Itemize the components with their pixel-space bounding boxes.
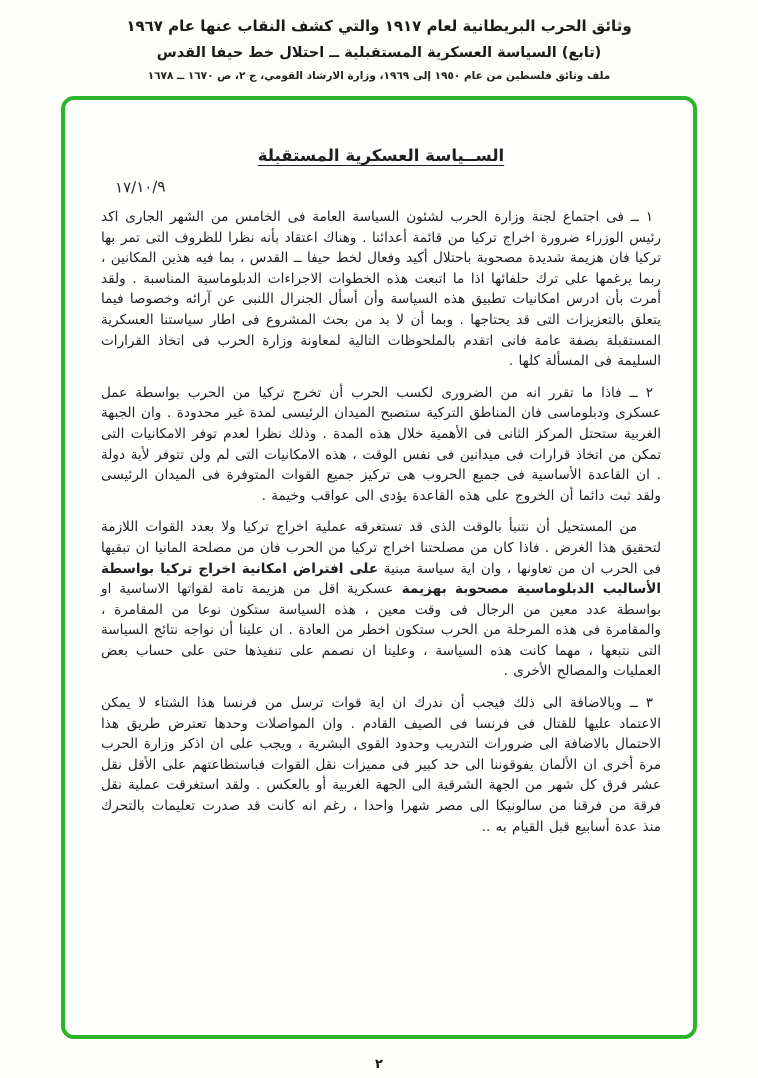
paragraph-3-segment-after: عسكرية اقل من هزيمة تامة لقواتها الاساسية او بواسطة عدد معين من الرجال فى وقت معين ، هذه السياسة ستكون نوعا من المقامرة ، والمقامرة فى هذه المرحلة من الحرب ستكون اخطر من العادة . ان علينا أن نواجه نتائج السياسة التى نتبعها ، مهما كانت هذه السياسة ، وعلينا ان نصمم على تنفيذها حتى على حساب بعض العمليات والمصالح الأخرى . bbox=[101, 581, 661, 680]
paragraph-1: ١ ــ فى اجتماع لجنة وزارة الحرب لشئون السياسة العامة فى الخامس من الشهر الجارى اكد رئيس الوزراء ضرورة اخراج تركيا من قائمة أعدائنا . وهناك اعتقاد بأنه نظرا للظروف التى تمر بها تركيا فان هزيمة شديدة مصحوبة باحتلال أكيد وفعال لخط حيفا ــ القدس ، بما فيه هذين المكانين ، ربما يرغمها على ترك حلفائها اذا ما اتبعت هذه الخطوات الاجراءات الدبلوماسية المناسبة . ولقد أمرت بأن ادرس امكانيات تطبيق هذه السياسة وأن أسأل الجنرال اللنبى عن آرائه وخصوصا فيما يتعلق بالتعزيزات التى قد يحتاجها . وبما أن لا بد من بحث المشروع فى اطار سياستنا العسكرية المستقبلة بصفة عامة فانى اتقدم بالملحوظات التالية لمعاونة وزارة الحرب فى اتخاذ القرارات السليمة فى المسألة كلها . bbox=[101, 209, 661, 370]
paragraph-2: ٢ ــ فاذا ما تقرر انه من الضرورى لكسب الحرب أن تخرج تركيا من الحرب بواسطة عمل عسكرى ودبلوماسى فان المناطق التركية ستصبح الميدان الرئيسى لمدة غير محدودة . وان الجبهة الغربية ستحتل المركز الثانى فى الأهمية خلال هذه المدة . وذلك نظرا لعدم توفر الامكانيات التى تمكن من اتخاذ قرارات فى ميدانين فى نفس الوقت ، هذه الامكانيات التى لم ولن تتوفر لأية دولة . ان القاعدة الأساسية فى جميع الحروب هى تركيز جميع القوات المتوفرة فى الميدان الرئيسى ولقد ثبت دائما أن الخروج على هذه القاعدة يؤدى الى عواقب وخيمة . bbox=[101, 384, 661, 504]
document-body bbox=[101, 146, 661, 837]
document-date: ١٧/١٠/٩ bbox=[114, 177, 166, 197]
header-source-citation-line: ملف وثائق فلسطين من عام ١٩٥٠ إلى ١٩٦٩، وزارة الارشاد القومي، ج ٢، ص ١٦٧٠ ــ ١٦٧٨ bbox=[147, 70, 611, 82]
header-subtitle-line: (تابع) السياسة العسكرية المستقبلية ــ احتلال خط حيفا القدس bbox=[156, 45, 602, 61]
paragraph-3-segment-bold: على افتراض امكانية اخراج تركيا بواسطة الأساليب الدبلوماسية مصحوبة بهزيمة bbox=[101, 560, 661, 598]
document-title: الســياسة العسكرية المستقبلة bbox=[257, 146, 505, 165]
paragraph-4: ٣ ــ وبالاضافة الى ذلك فيجب أن ندرك ان اية قوات ترسل من فرنسا هذا الشتاء لا يمكن الاعتماد عليها للقتال فى فرنسا فى الصيف القادم . وان المواصلات وحدها تعترض طريق هذا الاحتمال بالاضافة الى ضرورات التدريب وحدود القوى البشرية ، ويجب على ان اذكر وزارة الحرب مرة أخرى ان الألمان يفوقوننا الى حد كبير فى مميزات نقل القوات فباستطاعتهم على الأقل نقل عشر فرق كل شهر من الجهة الشرقية الى الجهة الغربية أو بالعكس . ولقد استغرقت عملية نقل فرقة من فرقنا من سالونيكا الى مصر شهرا واحدا ، رغم انه كانت قد صدرت تعليمات بالتحرك منذ عدة أسابيع قبل القيام به .. bbox=[101, 695, 661, 835]
scanned-document-frame bbox=[61, 96, 697, 1039]
document-header bbox=[0, 0, 758, 83]
paragraph-3-segment-before: من المستحيل أن نتنبأ بالوقت الذى قد تستغرقه عملية اخراج تركيا ولا بعدد القوات اللازمة لتحقيق هذا الغرض . فاذا كان من مصلحتنا اخراج تركيا من الحرب فان من مصلحة المانيا ان تبقيها فى الحرب ان من تعاونها ، وان اية سياسة مبنية bbox=[101, 519, 662, 577]
page-number: ٢ bbox=[375, 1057, 383, 1072]
header-title-line: وثائق الحرب البريطانية لعام ١٩١٧ والتي كشف النقاب عنها عام ١٩٦٧ bbox=[126, 17, 632, 35]
paragraph-3 bbox=[101, 517, 661, 682]
page-footer bbox=[0, 1053, 758, 1072]
